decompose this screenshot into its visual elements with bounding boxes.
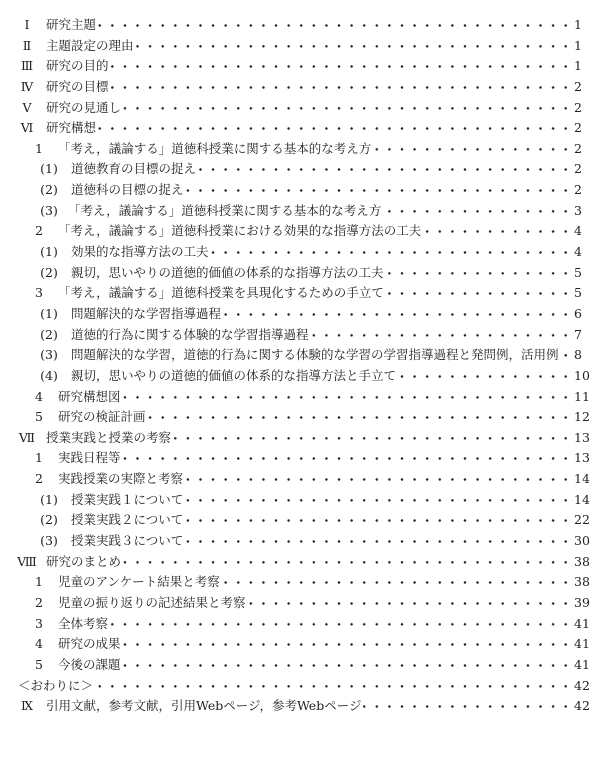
toc-entry-page-number: 41 [572,634,598,655]
toc-entry-title: ＜おわりに＞ [18,676,95,697]
dot-leader [123,655,572,676]
toc-entry-title: 問題解決的な学習，道徳的行為に関する体験的な学習の学習指導過程と発問例，活用例 [71,345,561,366]
toc-entry-title: 研究構想 [46,118,98,139]
toc-entry-number: 3 [35,285,43,301]
dot-leader [248,593,572,614]
dot-leader [123,98,572,119]
toc-entry-title: 実践授業の実際と考察 [58,469,185,490]
toc-entry-title: 道徳的行為に関する体験的な学習指導過程 [71,325,311,346]
dot-leader [363,696,572,717]
toc-entry-title: 研究の目標 [46,77,111,98]
dot-leader [123,552,572,573]
toc-entry-number: 3 [35,615,43,631]
toc-entry[interactable] [0,98,613,119]
toc-entry[interactable] [0,201,613,222]
toc-entry-page-number: 1 [572,36,598,57]
dot-leader [386,283,572,304]
dot-leader [373,139,572,160]
toc-entry-page-number: 12 [572,407,598,428]
dot-leader [185,510,572,531]
toc-entry-page-number: 5 [572,263,598,284]
dot-leader [123,387,572,408]
toc-entry[interactable] [0,407,613,428]
toc-entry-number: (4) [40,367,58,383]
toc-entry-page-number: 7 [572,325,598,346]
toc-entry-number: 2 [35,594,43,610]
toc-entry-number: (2) [40,264,58,280]
toc-entry-page-number: 14 [572,469,598,490]
toc-entry-title: 研究主題 [46,15,98,36]
toc-entry-number: (2) [40,326,58,342]
dot-leader [98,118,572,139]
toc-entry-page-number: 2 [572,139,598,160]
toc-entry-title: 児童のアンケート結果と考察 [58,572,222,593]
toc-entry-page-number: 30 [572,531,598,552]
toc-entry[interactable] [0,221,613,242]
toc-entry-number: (3) [40,533,58,549]
toc-entry-number: 4 [35,636,43,652]
toc-entry-number: 1 [35,574,43,590]
dot-leader [110,614,572,635]
toc-entry-title: 児童の振り返りの記述結果と考察 [58,593,248,614]
toc-entry-page-number: 41 [572,614,598,635]
toc-entry[interactable] [0,242,613,263]
toc-entry-title: 「考え，議論する」道徳科授業に関する基本的な考え方 [58,139,373,160]
toc-entry-title: 問題解決的な学習指導過程 [71,304,223,325]
dot-leader [123,448,572,469]
toc-entry[interactable] [0,77,613,98]
dot-leader [95,676,572,697]
dot-leader [211,242,572,263]
toc-entry[interactable] [0,139,613,160]
toc-entry-title: 研究のまとめ [46,552,123,573]
toc-entry-number: 2 [35,471,43,487]
toc-entry-title: 今後の課題 [58,655,123,676]
toc-entry-number: 1 [35,450,43,466]
toc-entry-page-number: 42 [572,676,598,697]
toc-entry-title: 「考え，議論する」道徳科授業に関する基本的な考え方 [68,201,383,222]
toc-entry-number: Ⅳ [20,78,34,94]
toc-entry[interactable] [0,552,613,573]
toc-entry-page-number: 2 [572,159,598,180]
toc-entry[interactable] [0,159,613,180]
toc-entry-page-number: 22 [572,510,598,531]
toc-entry-title: 引用文献，参考文献，引用Webページ，参考Webページ [46,696,363,717]
toc-entry-number: (1) [40,161,58,177]
toc-entry[interactable] [0,531,613,552]
toc-entry-page-number: 10 [572,366,598,387]
dot-leader [136,36,572,57]
toc-entry-title: 授業実践３について [71,531,185,552]
toc-entry-page-number: 5 [572,283,598,304]
toc-entry-number: 5 [35,409,43,425]
dot-leader [311,325,572,346]
toc-entry[interactable] [0,325,613,346]
toc-entry[interactable] [0,448,613,469]
toc-entry-page-number: 11 [572,387,598,408]
toc-entry-page-number: 2 [572,118,598,139]
dot-leader [386,263,572,284]
toc-entry-page-number: 4 [572,242,598,263]
dot-leader [561,345,572,366]
toc-entry[interactable] [0,263,613,284]
toc-entry-title: 研究の成果 [58,634,123,655]
toc-entry-page-number: 8 [572,345,598,366]
toc-entry[interactable] [0,490,613,511]
toc-entry-page-number: 14 [572,490,598,511]
toc-entry[interactable] [0,469,613,490]
toc-entry-title: 授業実践２について [71,510,185,531]
dot-leader [111,56,572,77]
toc-entry[interactable] [0,428,613,449]
toc-entry-page-number: 2 [572,98,598,119]
toc-entry-title: 道徳科の目標の捉え [71,180,186,201]
dot-leader [423,221,572,242]
toc-entry[interactable] [0,304,613,325]
toc-entry-title: 授業実践１について [71,490,185,511]
dot-leader [173,428,572,449]
toc-entry[interactable] [0,283,613,304]
toc-entry-page-number: 3 [572,201,598,222]
toc-entry[interactable] [0,118,613,139]
toc-entry-title: 効果的な指導方法の工夫 [71,242,211,263]
toc-entry-title: 実践日程等 [58,448,123,469]
toc-entry-page-number: 42 [572,696,598,717]
toc-entry-number: 2 [35,223,43,239]
toc-entry-number: 1 [35,140,43,156]
toc-entry-number: Ⅱ [22,37,32,53]
toc-entry-title: 授業実践と授業の考察 [46,428,173,449]
toc-entry-page-number: 41 [572,655,598,676]
toc-entry[interactable] [0,56,613,77]
toc-entry-title: 「考え，議論する」道徳科授業を具現化するための手立て [58,283,386,304]
toc-entry-number: Ⅵ [20,120,34,136]
toc-entry[interactable] [0,36,613,57]
toc-entry-page-number: 1 [572,56,598,77]
toc-entry-page-number: 13 [572,428,598,449]
dot-leader [383,201,572,222]
toc-entry-title: 研究の検証計画 [58,407,148,428]
toc-entry-number: (3) [40,202,58,218]
toc-entry-number: Ⅲ [20,58,34,74]
dot-leader [185,531,572,552]
toc-entry[interactable] [0,696,613,717]
toc-entry-page-number: 38 [572,552,598,573]
dot-leader [98,15,572,36]
toc-entry-number: 5 [35,656,43,672]
dot-leader [148,407,572,428]
toc-entry-number: Ⅴ [22,99,32,115]
dot-leader [198,159,572,180]
toc-entry-number: Ⅰ [24,17,30,32]
toc-entry-number: (2) [40,182,58,198]
toc-entry-number: (2) [40,512,58,528]
toc-entry-number: Ⅷ [17,553,37,569]
toc-entry-number: Ⅸ [20,698,34,714]
toc-entry-number: (1) [40,244,58,260]
dot-leader [185,469,572,490]
toc-entry-title: 主題設定の理由 [46,36,136,57]
toc-entry[interactable] [0,366,613,387]
dot-leader [398,366,572,387]
toc-entry-page-number: 4 [572,221,598,242]
toc-entry[interactable] [0,510,613,531]
toc-entry-title: 研究の見通し [46,98,123,119]
toc-entry[interactable] [0,572,613,593]
toc-entry-page-number: 6 [572,304,598,325]
toc-entry-page-number: 2 [572,77,598,98]
toc-entry[interactable] [0,614,613,635]
toc-entry-title: 「考え，議論する」道徳科授業における効果的な指導方法の工夫 [58,221,423,242]
toc-entry-title: 道徳教育の目標の捉え [71,159,198,180]
toc-entry[interactable] [0,15,613,36]
toc-entry-page-number: 1 [572,15,598,36]
toc-entry-page-number: 39 [572,593,598,614]
toc-entry-number: (1) [40,305,58,321]
toc-entry-title: 研究構想図 [58,387,123,408]
toc-entry[interactable] [0,345,613,366]
dot-leader [222,572,572,593]
dot-leader [111,77,572,98]
table-of-contents [0,15,613,717]
toc-entry[interactable] [0,387,613,408]
toc-entry[interactable] [0,634,613,655]
toc-entry-title: 研究の目的 [46,56,111,77]
toc-entry-title: 親切，思いやりの道徳的価値の体系的な指導方法と手立て [71,366,398,387]
toc-entry-number: (1) [40,491,58,507]
toc-entry-page-number: 38 [572,572,598,593]
toc-entry-title: 親切，思いやりの道徳的価値の体系的な指導方法の工夫 [71,263,386,284]
dot-leader [223,304,572,325]
toc-entry-page-number: 2 [572,180,598,201]
toc-entry-title: 全体考察 [58,614,110,635]
toc-entry[interactable] [0,593,613,614]
toc-entry[interactable] [0,655,613,676]
dot-leader [185,490,572,511]
toc-entry-page-number: 13 [572,448,598,469]
toc-entry-number: (3) [40,347,58,363]
toc-entry-number: 4 [35,388,43,404]
toc-entry[interactable] [0,180,613,201]
toc-entry-number: Ⅶ [18,429,36,445]
dot-leader [123,634,572,655]
dot-leader [186,180,572,201]
toc-entry[interactable] [0,676,613,697]
